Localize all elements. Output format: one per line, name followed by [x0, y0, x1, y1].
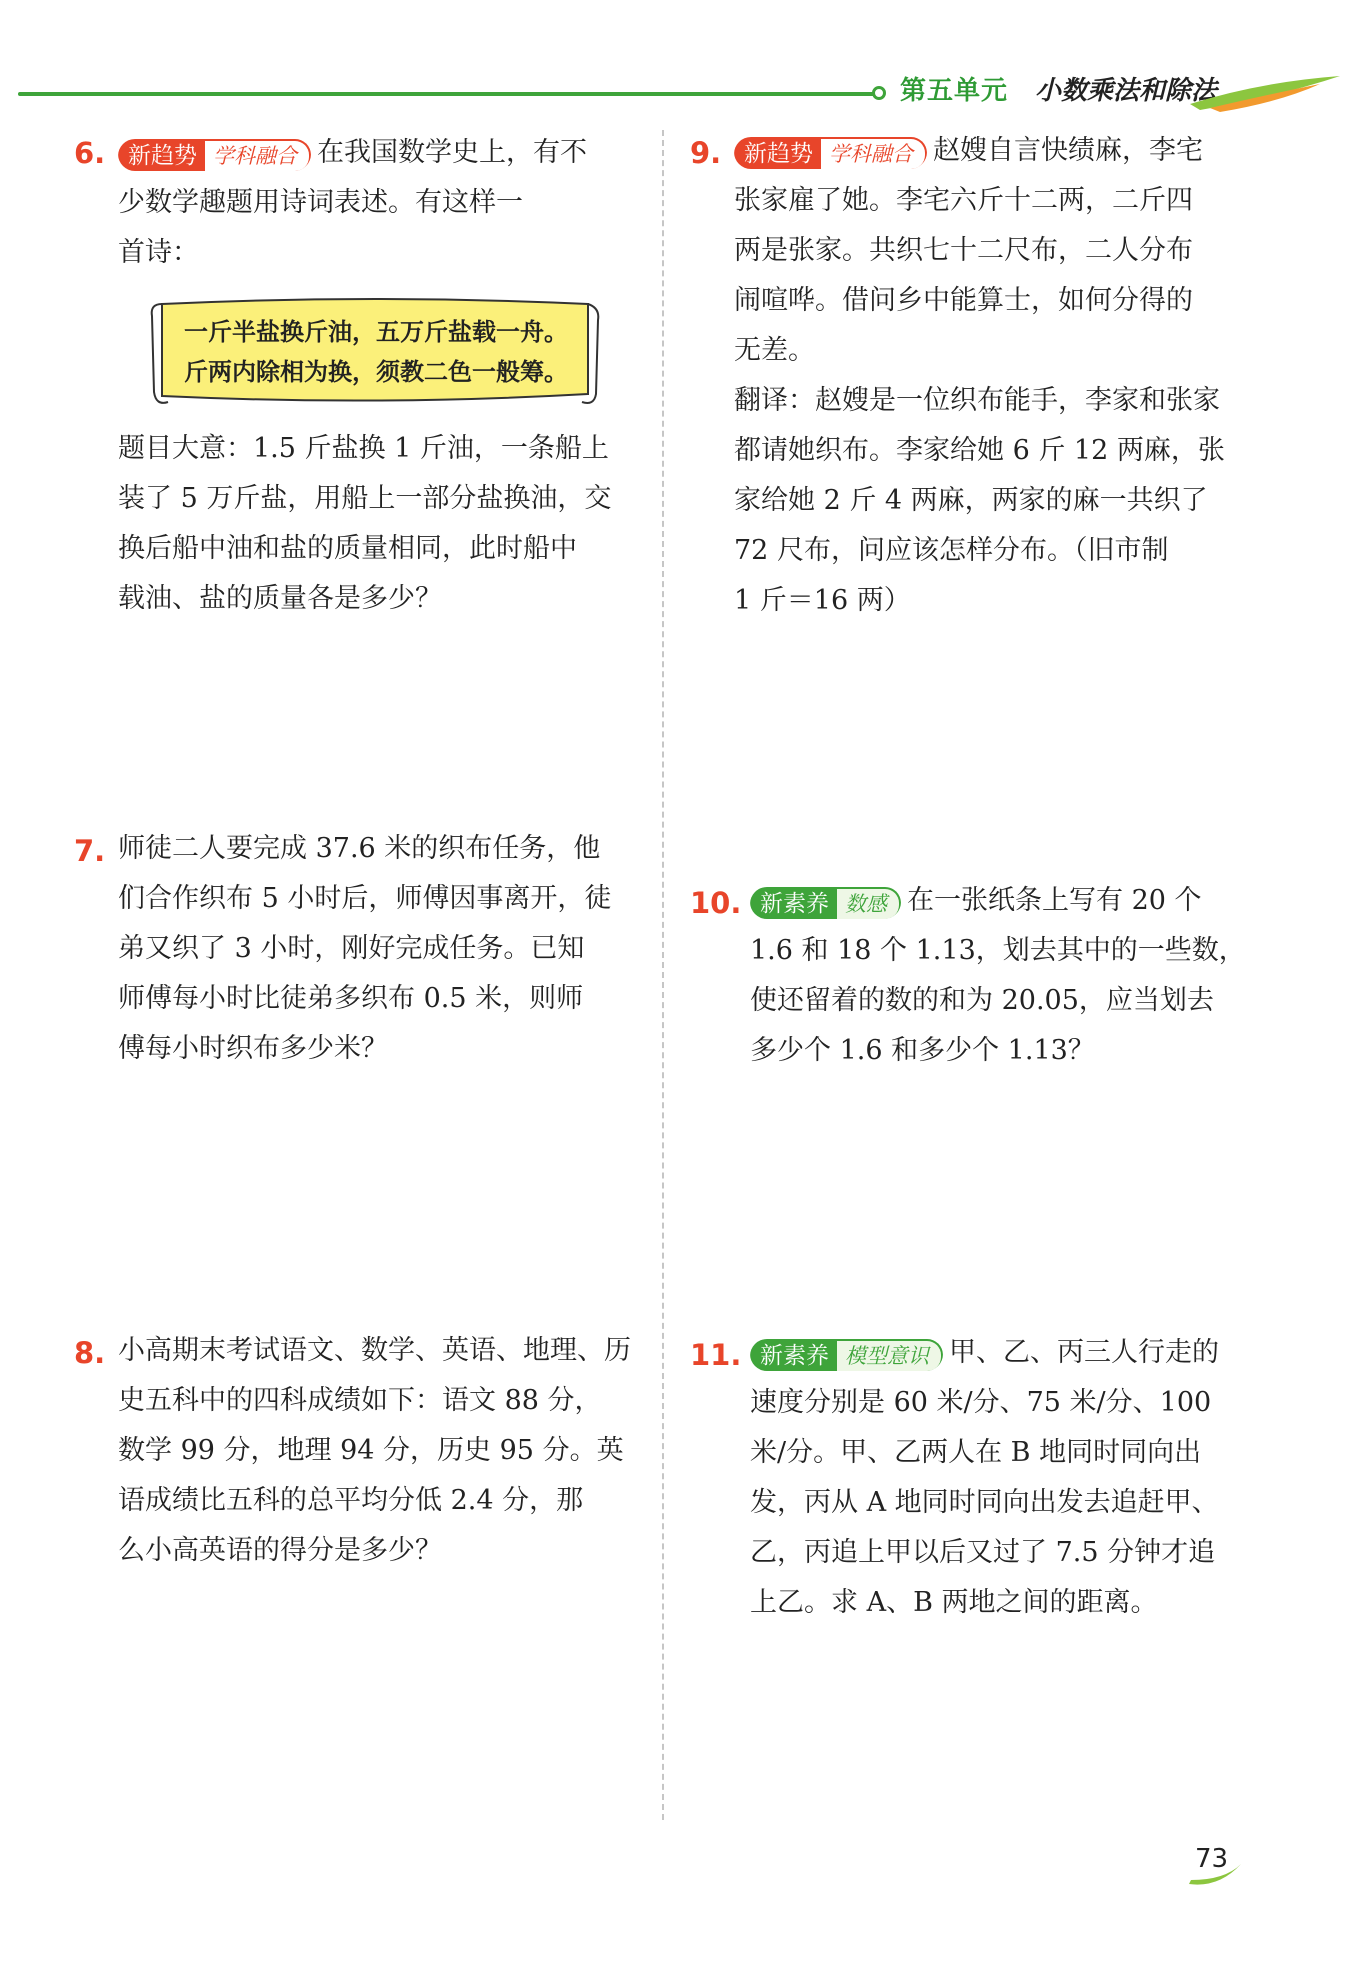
question-text: 弟又织了 3 小时，刚好完成任务。已知	[118, 933, 585, 964]
question-number: 10.	[690, 886, 742, 920]
question-text: 在我国数学史上，有不	[317, 137, 587, 168]
question-text: 速度分别是 60 米/分、75 米/分、100	[750, 1387, 1212, 1418]
question-text: 首诗：	[118, 237, 199, 268]
question-text: 语成绩比五科的总平均分低 2.4 分，那	[118, 1485, 584, 1516]
question-7	[118, 824, 638, 1074]
question-text: 师傅每小时比徒弟多织布 0.5 米，则师	[118, 983, 584, 1014]
question-number: 9.	[690, 136, 722, 170]
question-text: 小高期末考试语文、数学、英语、地理、历	[118, 1335, 631, 1366]
chapter-title: 小数乘法和除法	[1035, 76, 1218, 106]
question-text: 乙，丙追上甲以后又过了 7.5 分钟才追	[750, 1537, 1216, 1568]
question-text: 家给她 2 斤 4 两麻，两家的麻一共织了	[734, 485, 1208, 516]
question-number: 11.	[690, 1338, 742, 1372]
question-8	[118, 1326, 638, 1576]
page-number: 73	[1195, 1844, 1229, 1874]
question-text: 数学 99 分，地理 94 分，历史 95 分。英	[118, 1435, 624, 1466]
question-number: 7.	[74, 834, 106, 868]
question-text: 翻译：赵嫂是一位织布能手，李家和张家	[734, 385, 1220, 416]
question-11	[750, 1328, 1280, 1628]
poem-line: 斤两内除相为换，须教二色一般筹。	[184, 357, 568, 386]
question-text: 甲、乙、丙三人行走的	[949, 1337, 1219, 1368]
question-9	[734, 126, 1274, 626]
unit-label: 第五单元	[900, 76, 1009, 106]
question-text: 们合作织布 5 小时后，师傅因事离开，徒	[118, 883, 612, 914]
question-text: 闹喧哗。借问乡中能算士，如何分得的	[734, 285, 1193, 316]
question-10	[750, 876, 1280, 1076]
question-text: 多少个 1.6 和多少个 1.13？	[750, 1035, 1095, 1066]
page-swoosh-icon	[1185, 1858, 1245, 1888]
question-text: 装了 5 万斤盐，用船上一部分盐换油，交	[118, 483, 612, 514]
question-text: 发，丙从 A 地同时同向出发去追赶甲、	[750, 1487, 1219, 1518]
header-rule	[18, 92, 878, 96]
question-text: 张家雇了她。李宅六斤十二两，二斤四	[734, 185, 1193, 216]
question-text: 1.6 和 18 个 1.13，划去其中的一些数，	[750, 935, 1246, 966]
question-text: 在一张纸条上写有 20 个	[907, 885, 1202, 916]
question-text: 师徒二人要完成 37.6 米的织布任务，他	[118, 833, 601, 864]
question-text: 1 斤＝16 两）	[734, 585, 911, 616]
column-divider	[662, 130, 664, 1820]
swoosh-icon	[1190, 74, 1340, 114]
question-text: 载油、盐的质量各是多少？	[118, 583, 442, 614]
question-text: 两是张家。共织七十二尺布，二人分布	[734, 235, 1193, 266]
poem-line: 一斤半盐换斤油，五万斤盐载一舟。	[184, 317, 568, 346]
tag-new-trend: 新趋势 学科融合	[118, 137, 311, 171]
tag-new-literacy: 新素养 数感	[750, 885, 901, 919]
question-text: 使还留着的数的和为 20.05，应当划去	[750, 985, 1214, 1016]
question-6	[118, 128, 638, 278]
question-number: 8.	[74, 1336, 106, 1370]
question-6-body	[118, 424, 638, 624]
question-text: 72 尺布，问应该怎样分布。（旧市制	[734, 535, 1169, 566]
question-text: 题目大意：1.5 斤盐换 1 斤油，一条船上	[118, 433, 609, 464]
question-text: 米/分。甲、乙两人在 B 地同时同向出	[750, 1437, 1202, 1468]
question-text: 都请她织布。李家给她 6 斤 12 两麻，张	[734, 435, 1225, 466]
poem-scroll	[150, 294, 600, 410]
question-text: 上乙。求 A、B 两地之间的距离。	[750, 1587, 1158, 1618]
tag-new-trend: 新趋势 学科融合	[734, 135, 927, 169]
question-text: 傅每小时织布多少米？	[118, 1033, 388, 1064]
question-text: 无差。	[734, 335, 815, 366]
question-text: 赵嫂自言快绩麻，李宅	[933, 135, 1203, 166]
question-text: 史五科中的四科成绩如下：语文 88 分，	[118, 1385, 602, 1416]
question-number: 6.	[74, 136, 106, 170]
question-text: 么小高英语的得分是多少？	[118, 1535, 442, 1566]
tag-new-literacy: 新素养 模型意识	[750, 1337, 943, 1371]
question-text: 换后船中油和盐的质量相同，此时船中	[118, 533, 577, 564]
question-text: 少数学趣题用诗词表述。有这样一	[118, 187, 523, 218]
header-leaf-icon	[872, 86, 886, 100]
